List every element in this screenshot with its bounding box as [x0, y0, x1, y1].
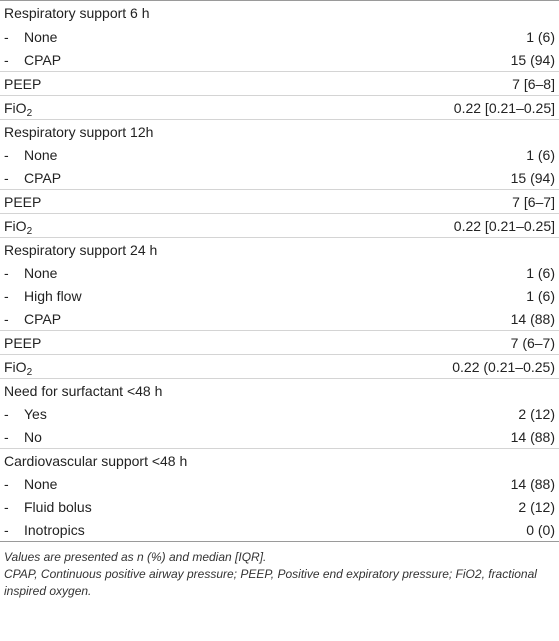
table-row [0, 166, 559, 190]
row-value: 14 (88) [335, 307, 559, 331]
row-label-text: PEEP [4, 75, 42, 92]
row-value: 0.22 [0.21–0.25] [335, 96, 559, 120]
row-label [0, 238, 335, 262]
row-value: 0.22 [0.21–0.25] [335, 214, 559, 238]
row-value: 14 (88) [510, 475, 555, 492]
table-row [0, 472, 559, 495]
row-value [335, 379, 559, 403]
row-value: 7 [6–7] [335, 190, 559, 214]
row-dash: - [4, 51, 9, 68]
row-label-text: CPAP [24, 169, 62, 186]
row-value [335, 1, 559, 25]
table-row [0, 25, 559, 48]
row-dash: - [4, 28, 9, 45]
table-row [0, 214, 559, 238]
row-label [0, 495, 335, 518]
row-value [335, 449, 559, 473]
row-dash: - [4, 405, 9, 422]
table-row [0, 331, 559, 355]
row-label-text: None [24, 28, 58, 45]
row-label [0, 261, 335, 284]
table-row [0, 143, 559, 166]
row-value: 15 (94) [335, 48, 559, 72]
row-label-text: Respiratory support 12h [4, 123, 154, 140]
row-label [0, 166, 335, 190]
row-dash: - [4, 287, 9, 304]
table-footnotes [0, 542, 559, 600]
table-row [0, 402, 559, 425]
table-row [0, 284, 559, 307]
row-label-text: FiO [4, 217, 27, 234]
row-label-text: CPAP [24, 310, 62, 327]
row-value: 0.22 (0.21–0.25) [335, 355, 559, 379]
row-label-text: Inotropics [24, 521, 85, 538]
row-value: 2 (12) [518, 498, 555, 515]
row-value: 1 (6) [526, 287, 555, 304]
table-row [0, 72, 559, 96]
row-value: 15 (94) [335, 166, 559, 190]
row-label-text: Fluid bolus [24, 498, 92, 515]
row-label [0, 190, 335, 214]
row-value: 7 [6–8] [335, 72, 559, 96]
row-label-text: None [24, 146, 58, 163]
footnote-abbreviations: CPAP, Continuous positive airway pressure; PEEP, Positive end expiratory pressure; FiO2, fractional inspired oxygen. [4, 567, 537, 598]
row-label-text: Respiratory support 6 h [4, 5, 150, 21]
row-label-text: None [24, 475, 58, 492]
row-value [335, 120, 559, 144]
results-table [0, 1, 559, 541]
row-dash: - [4, 521, 9, 538]
row-dash: - [4, 310, 9, 327]
row-label-text: FiO [4, 99, 27, 116]
row-dash: - [4, 498, 9, 515]
row-label [0, 25, 335, 48]
row-label [0, 120, 335, 144]
row-label [0, 449, 335, 473]
row-label-text: PEEP [4, 193, 42, 210]
row-label-text: Cardiovascular support <48 h [4, 452, 188, 469]
row-label-subscript: 2 [26, 107, 33, 119]
row-value: 2 (12) [518, 405, 555, 422]
row-value: 14 (88) [335, 425, 559, 449]
table-row [0, 307, 559, 331]
table-body [0, 1, 559, 541]
row-dash: - [4, 146, 9, 163]
row-label-text: CPAP [24, 51, 62, 68]
row-dash: - [4, 264, 9, 281]
row-value: 1 (6) [526, 146, 555, 163]
row-label [0, 518, 335, 541]
row-label [0, 214, 335, 238]
row-label-text: No [24, 428, 42, 445]
row-value: 1 (6) [526, 264, 555, 281]
row-label [0, 379, 335, 403]
row-label [0, 143, 335, 166]
table-row [0, 190, 559, 214]
row-label-text: Need for surfactant <48 h [4, 382, 163, 399]
row-label-text: High flow [24, 287, 82, 304]
row-label [0, 284, 335, 307]
table-row [0, 495, 559, 518]
row-label-text: None [24, 264, 58, 281]
table-row [0, 379, 559, 403]
table-row [0, 48, 559, 72]
row-label-text: FiO [4, 358, 27, 375]
row-label [0, 96, 335, 120]
table-row [0, 120, 559, 144]
row-label [0, 1, 335, 25]
row-label-text: Yes [24, 405, 47, 422]
table-row [0, 238, 559, 262]
table-row [0, 1, 559, 25]
row-label [0, 402, 335, 425]
footnote-values: Values are presented as n (%) and median [IQR]. [4, 550, 267, 564]
table-row [0, 96, 559, 120]
row-dash: - [4, 169, 9, 186]
row-label-subscript: 2 [26, 366, 33, 378]
row-label-text: PEEP [4, 334, 42, 351]
row-label [0, 48, 335, 72]
row-label-text: Respiratory support 24 h [4, 241, 158, 258]
table-row [0, 355, 559, 379]
row-label [0, 355, 335, 379]
row-dash: - [4, 428, 9, 445]
row-label [0, 307, 335, 331]
row-value: 1 (6) [526, 28, 555, 45]
row-label-subscript: 2 [26, 225, 33, 237]
row-value: 0 (0) [526, 521, 555, 538]
row-label [0, 72, 335, 96]
table-row [0, 518, 559, 541]
row-dash: - [4, 475, 9, 492]
table-row [0, 425, 559, 449]
row-label [0, 425, 335, 449]
table-row [0, 449, 559, 473]
row-value: 7 (6–7) [335, 331, 559, 355]
table-row [0, 261, 559, 284]
row-label [0, 331, 335, 355]
row-label [0, 472, 335, 495]
row-value [335, 238, 559, 262]
